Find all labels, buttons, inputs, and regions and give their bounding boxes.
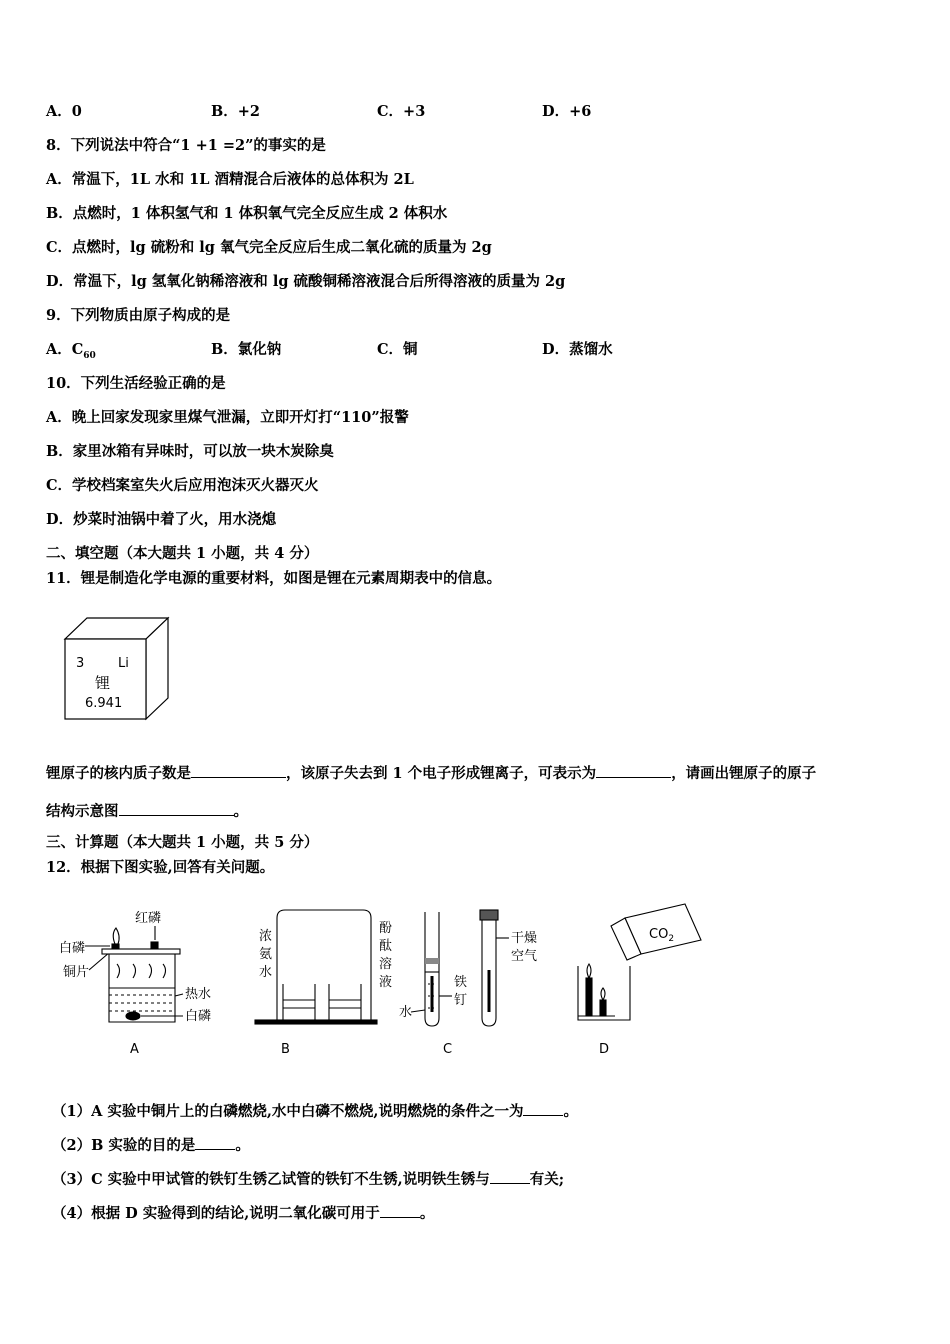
flame-icon-short bbox=[601, 988, 605, 1000]
q10-option-d: D．炒菜时油锅中着了火，用水浇熄 bbox=[46, 511, 277, 528]
q10-option-c: C．学校档案室失火后应用泡沫灭火器灭火 bbox=[46, 477, 319, 494]
q8-option-d: D．常温下，lg 氢氧化钠稀溶液和 lg 硫酸铜稀溶液混合后所得溶液的质量为 2g bbox=[46, 273, 566, 290]
q9-option-a bbox=[46, 341, 96, 365]
label-phenolphthalein-3: 溶 bbox=[379, 957, 393, 972]
label-ammonia-2: 氨 bbox=[259, 947, 273, 962]
q12-sub-4 bbox=[52, 1203, 434, 1223]
q12-sub-1-blank[interactable] bbox=[523, 1101, 563, 1116]
experiment-b bbox=[255, 910, 392, 1057]
q12-sub-1-end: 。 bbox=[563, 1103, 578, 1120]
label-iron-nail-1: 铁 bbox=[454, 975, 468, 990]
q11-line-1 bbox=[46, 763, 816, 783]
q8-option-c: C．点燃时，lg 硫粉和 lg 氧气完全反应后生成二氧化硫的质量为 2g bbox=[46, 239, 492, 256]
lithium-ion-blank[interactable] bbox=[596, 763, 671, 778]
section-3-heading: 三、计算题（本大题共 1 小题，共 5 分） bbox=[46, 834, 319, 851]
element-mass: 6.941 bbox=[85, 696, 123, 711]
figure-label-b: B bbox=[281, 1042, 290, 1057]
q9-option-a-text: A．C bbox=[46, 341, 84, 358]
figure-label-d: D bbox=[599, 1042, 610, 1057]
element-symbol: Li bbox=[118, 656, 129, 671]
q9-option-b: B．氯化钠 bbox=[211, 341, 282, 358]
label-ammonia-1: 浓 bbox=[259, 929, 273, 944]
flame-icon-tall bbox=[587, 964, 591, 978]
atomic-structure-blank[interactable] bbox=[119, 801, 234, 816]
q12-sub-2-blank[interactable] bbox=[195, 1135, 235, 1150]
q12-sub-3-blank[interactable] bbox=[490, 1169, 530, 1184]
q12-stem: 12．根据下图实验,回答有关问题。 bbox=[46, 859, 275, 876]
label-ammonia-3: 水 bbox=[259, 965, 273, 980]
q9-stem: 9．下列物质由原子构成的是 bbox=[46, 307, 231, 324]
label-co2-sub: 2 bbox=[668, 934, 675, 944]
lithium-element-card bbox=[62, 615, 172, 723]
q11-text-2: ，该原子失去到 1 个电子形成锂离子，可表示为 bbox=[286, 765, 597, 782]
q7-option-c: C．+3 bbox=[377, 103, 426, 120]
label-phenolphthalein-4: 液 bbox=[379, 975, 393, 990]
q9-option-d: D．蒸馏水 bbox=[542, 341, 613, 358]
label-water: 水 bbox=[399, 1005, 413, 1020]
q12-sub-2-text: （2）B 实验的目的是 bbox=[52, 1137, 196, 1154]
q12-sub-1-text: （1）A 实验中铜片上的白磷燃烧,水中白磷不燃烧,说明燃烧的条件之一为 bbox=[52, 1103, 524, 1120]
label-dry-air-1: 干燥 bbox=[511, 931, 538, 946]
experiment-c bbox=[399, 910, 537, 1057]
flame-icon bbox=[113, 928, 119, 944]
label-phenolphthalein-1: 酚 bbox=[379, 921, 393, 936]
figure-label-c: C bbox=[443, 1042, 453, 1057]
q9-option-a-subscript: 60 bbox=[83, 350, 96, 361]
q12-sub-3-text: （3）C 实验中甲试管的铁钉生锈乙试管的铁钉不生锈,说明铁生锈与 bbox=[52, 1171, 490, 1188]
q12-sub-3-end: 有关; bbox=[529, 1171, 565, 1188]
section-2-heading: 二、填空题（本大题共 1 小题，共 4 分） bbox=[46, 545, 319, 562]
q11-text-1: 锂原子的核内质子数是 bbox=[46, 765, 191, 782]
q7-option-b: B．+2 bbox=[211, 103, 260, 120]
q8-stem: 8．下列说法中符合“1 +1 =2”的事实的是 bbox=[46, 137, 326, 154]
q11-text-4: 结构示意图 bbox=[46, 803, 119, 820]
q8-option-a: A．常温下，1L 水和 1L 酒精混合后液体的总体积为 2L bbox=[46, 171, 414, 188]
q11-line-2 bbox=[46, 801, 248, 821]
q11-stem: 11．锂是制造化学电源的重要材料，如图是锂在元素周期表中的信息。 bbox=[46, 570, 502, 587]
element-name: 锂 bbox=[95, 674, 111, 692]
figure-label-a: A bbox=[130, 1042, 139, 1057]
label-co2-text: CO bbox=[649, 927, 669, 942]
q10-option-a: A．晚上回家发现家里煤气泄漏，立即开灯打“110”报警 bbox=[46, 409, 409, 426]
q12-sub-2-end: 。 bbox=[235, 1137, 250, 1154]
label-phenolphthalein-2: 酞 bbox=[379, 939, 393, 954]
q7-option-a: A．0 bbox=[46, 103, 82, 120]
q12-sub-2 bbox=[52, 1135, 250, 1155]
label-red-phosphorus: 红磷 bbox=[135, 911, 162, 926]
label-white-phosphorus-bottom: 白磷 bbox=[185, 1009, 212, 1024]
q12-sub-1 bbox=[52, 1101, 578, 1121]
experiment-figure bbox=[55, 900, 715, 1070]
q12-sub-4-end: 。 bbox=[419, 1205, 435, 1222]
q7-option-d: D．+6 bbox=[542, 103, 592, 120]
experiment-d bbox=[578, 904, 701, 1057]
label-copper-sheet: 铜片 bbox=[63, 965, 90, 980]
experiment-a bbox=[59, 910, 211, 1057]
element-number: 3 bbox=[76, 656, 85, 671]
q9-option-c: C．铜 bbox=[377, 341, 418, 358]
q10-stem: 10．下列生活经验正确的是 bbox=[46, 375, 226, 392]
proton-number-blank[interactable] bbox=[191, 763, 286, 778]
q12-sub-4-text: （4）根据 D 实验得到的结论,说明二氧化碳可用于 bbox=[52, 1205, 380, 1222]
label-iron-nail-2: 钉 bbox=[454, 993, 468, 1008]
label-hot-water: 热水 bbox=[185, 987, 212, 1002]
q12-sub-3 bbox=[52, 1169, 564, 1189]
q11-text-3: ，请画出锂原子的原子 bbox=[671, 765, 817, 782]
label-white-phosphorus-top: 白磷 bbox=[59, 941, 86, 956]
q11-text-5: 。 bbox=[233, 803, 248, 820]
label-dry-air-2: 空气 bbox=[511, 949, 538, 964]
q12-sub-4-blank[interactable] bbox=[380, 1203, 420, 1218]
q8-option-b: B．点燃时，1 体积氢气和 1 体积氧气完全反应生成 2 体积水 bbox=[46, 205, 448, 222]
q10-option-b: B．家里冰箱有异味时，可以放一块木炭除臭 bbox=[46, 443, 334, 460]
